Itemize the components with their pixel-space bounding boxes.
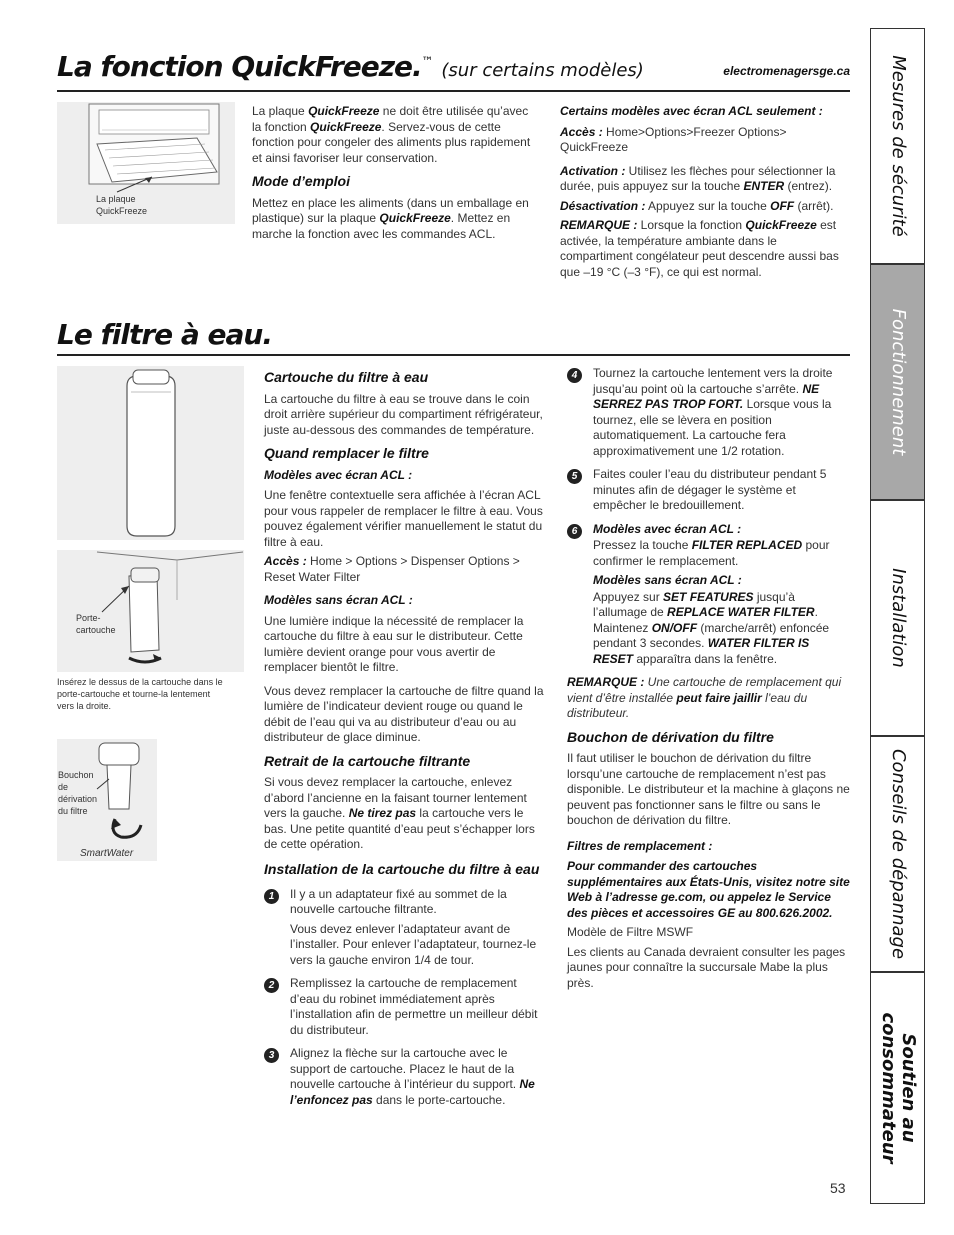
filter-access-text: Accès : Home > Options > Dispenser Options > Reset Water Filter: [264, 554, 520, 584]
tab-installation-label: Installation: [887, 568, 909, 668]
canada-text: Les clients au Canada devraient consulter les pages jaunes pour connaître la succursale Mabe la plus près.: [567, 944, 846, 990]
tab-operation[interactable]: [870, 264, 925, 500]
smartwater-brand: SmartWater: [80, 848, 134, 859]
lcd-models-label: Modèles avec écran ACL :: [264, 467, 413, 482]
replacement-heading: Filtres de remplacement :: [567, 838, 713, 853]
tab-troubleshooting[interactable]: [870, 736, 925, 972]
title-rule: [57, 90, 850, 92]
cartridge-figure: [57, 366, 244, 540]
filter-right-column: [567, 366, 851, 999]
tab-safety-label: Mesures de sécurité: [887, 55, 909, 237]
access-text: Accès : Home>Options>Freezer Options> QuickFreeze: [560, 124, 787, 154]
website: electromenagersge.ca: [723, 64, 850, 78]
cartridge-text: La cartouche du filtre à eau se trouve dans le coin droit arrière supérieur du compartiment réfrigérateur, juste au-dessous des commandes de température.: [264, 391, 543, 437]
step-5-number: 5: [567, 469, 582, 484]
remark-text: REMARQUE : Une cartouche de remplacement qui vient d’être installée peut faire jaillir l’eau du distributeur.: [567, 675, 842, 720]
step-3: 3 Alignez la flèche sur la cartouche avec le support de cartouche. Placez le haut de la nouvelle cartouche à l’intérieur du support. Ne l’enfoncez pas dans le porte-cartouche.: [264, 1046, 548, 1108]
step-6: 6 Modèles avec écran ACL : Pressez la touche FILTER REPLACED pour confirmer le remplacement. Modèles sans écran ACL : Appuyez sur SET FEATURES jusqu’à l’allumage de REPLACE WATER FILTER. Maintenez ON/OFF (marche/arrêt) enfoncée pendant 3 secondes. WATER FILTER IS RESET apparaîtra dans la fenêtre.: [567, 522, 851, 668]
tab-safety[interactable]: [870, 28, 925, 264]
step-6-number: 6: [567, 524, 582, 539]
when-heading: Quand remplacer le filtre: [264, 445, 429, 461]
quickfreeze-intro: La plaque QuickFreeze ne doit être utilisée qu’avec la fonction QuickFreeze. Servez-vous de cette fonction pour congeler des aliments plus rapidement et ainsi favoriser leur conservation.: [252, 104, 531, 165]
mode-heading: Mode d’emploi: [252, 173, 350, 189]
tab-installation[interactable]: [870, 500, 925, 736]
step-2-number: 2: [264, 978, 279, 993]
quickfreeze-intro-column: [252, 104, 532, 250]
lcd-heading: Certains modèles avec écran ACL seulement :: [560, 104, 823, 118]
nolcd-text: Une lumière indique la nécessité de remplacer la cartouche du filtre à eau sur le distributeur. Cette lumière devient orange pour vous avertir de remplacer bientôt le filtre.: [264, 613, 524, 674]
model-text: Modèle de Filtre MSWF: [567, 925, 694, 939]
holder-caption: Insérez le dessus de la cartouche dans le porte-cartouche et tourne-la lentement vers la droite.: [57, 677, 223, 711]
filter-middle-column: [264, 366, 548, 1116]
title-sub: (sur certains modèles): [441, 60, 644, 81]
replace-text: Vous devez remplacer la cartouche de filtre quand la lumière de l’indicateur devient rouge ou quand le débit de l’eau qui va au distributeur d’eau ou au distributeur de glace diminue.: [264, 683, 544, 744]
filter-title: Le filtre à eau.: [57, 318, 272, 351]
tab-troubleshooting-label: Conseils de dépannage: [887, 748, 909, 960]
mode-text: Mettez en place les aliments (dans un emballage en plastique) sur la plaque QuickFreeze. Mettez en marche la fonction avec les commandes ACL.: [252, 195, 529, 241]
filter-rule: [57, 354, 850, 356]
tab-operation-label: Fonctionnement: [887, 308, 909, 456]
page-number: 53: [830, 1180, 846, 1196]
tab-consumer-support-label: Soutien au consommateur: [877, 1012, 919, 1164]
tab-consumer-support[interactable]: [870, 972, 925, 1204]
bypass-text: Il faut utiliser le bouchon de dérivation du filtre lorsqu’une cartouche de remplacement n’est pas disponible. Le distributeur et la machine à glaçons ne peuvent pas fonctionner sans le filtre ou sans le bouchon de dérivation du filtre.: [567, 751, 850, 827]
quickfreeze-caption: La plaque QuickFreeze: [96, 194, 148, 216]
holder-label: Porte-cartouche: [76, 613, 116, 635]
deactivation-text: Désactivation : Appuyez sur la touche OFF (arrêt).: [560, 198, 834, 213]
bypass-label: Bouchon de dérivation du filtre: [58, 770, 98, 816]
title-main: La fonction QuickFreeze.: [57, 50, 422, 83]
note-text: REMARQUE : Lorsque la fonction QuickFreeze est activée, la température ambiante dans le compartiment congélateur peut descendre aussi bas que –19 °C (–3 °F), ce qui est normal.: [560, 218, 839, 279]
step-1: 1 Il y a un adaptateur fixé au sommet de la nouvelle cartouche filtrante. Vous devez enlever l’adaptateur avant de l’installer. Pour enlever l’adaptateur, tournez-le vers la gauche environ 1/4 de tour.: [264, 887, 548, 969]
step-5: 5 Faites couler l’eau du distributeur pendant 5 minutes afin de dégager le système et empêcher le bredouillement.: [567, 467, 851, 514]
step-4-number: 4: [567, 368, 582, 383]
step-3-number: 3: [264, 1048, 279, 1063]
bypass-heading: Bouchon de dérivation du filtre: [567, 728, 774, 745]
activation-text: Activation : Utilisez les flèches pour sélectionner la durée, puis appuyez sur la touche ENTER (entrez).: [560, 163, 836, 193]
step-4: 4 Tournez la cartouche lentement vers la droite jusqu’au point où la cartouche s’arrête. NE SERREZ PAS TROP FORT. Lorsque vous la tournez, elle se lèvera en position automatiquement. La cartouche fera approximativement une 1/2 rotation.: [567, 366, 851, 459]
page-title: [57, 50, 644, 83]
holder-illustration: [57, 550, 244, 672]
cartridge-heading: Cartouche du filtre à eau: [264, 369, 429, 385]
remove-text: Si vous devez remplacer la cartouche, enlevez d’abord l’ancienne en la faisant tourner lentement vers la gauche. Ne tirez pas la cartouche vers le bas. Une petite quantité d’eau peut s’échapper lors de cette opération.: [264, 775, 535, 851]
holder-figure: [57, 550, 244, 672]
nolcd-models-label: Modèles sans écran ACL :: [264, 593, 413, 607]
step-1-number: 1: [264, 889, 279, 904]
step-2: 2 Remplissez la cartouche de remplacement d’eau du robinet immédiatement après l’installation afin de permettre un meilleur débit du distributeur.: [264, 976, 548, 1038]
quickfreeze-lcd-column: [560, 104, 852, 288]
trademark: ™: [421, 54, 433, 69]
cartridge-illustration: [57, 366, 244, 540]
lcd-text: Une fenêtre contextuelle sera affichée à l’écran ACL pour vous rappeler de remplacer le filtre à eau. Vous pouvez également vérifier manuellement le statut du filtre à eau.: [264, 488, 543, 549]
install-heading: Installation de la cartouche du filtre à eau: [264, 860, 540, 877]
remove-heading: Retrait de la cartouche filtrante: [264, 752, 471, 769]
order-text: Pour commander des cartouches supplémentaires aux États-Unis, visitez notre site Web à l’adresse ge.com, ou appelez le Service des pièces et accessoires GE au 800.626.2002.: [567, 859, 850, 920]
